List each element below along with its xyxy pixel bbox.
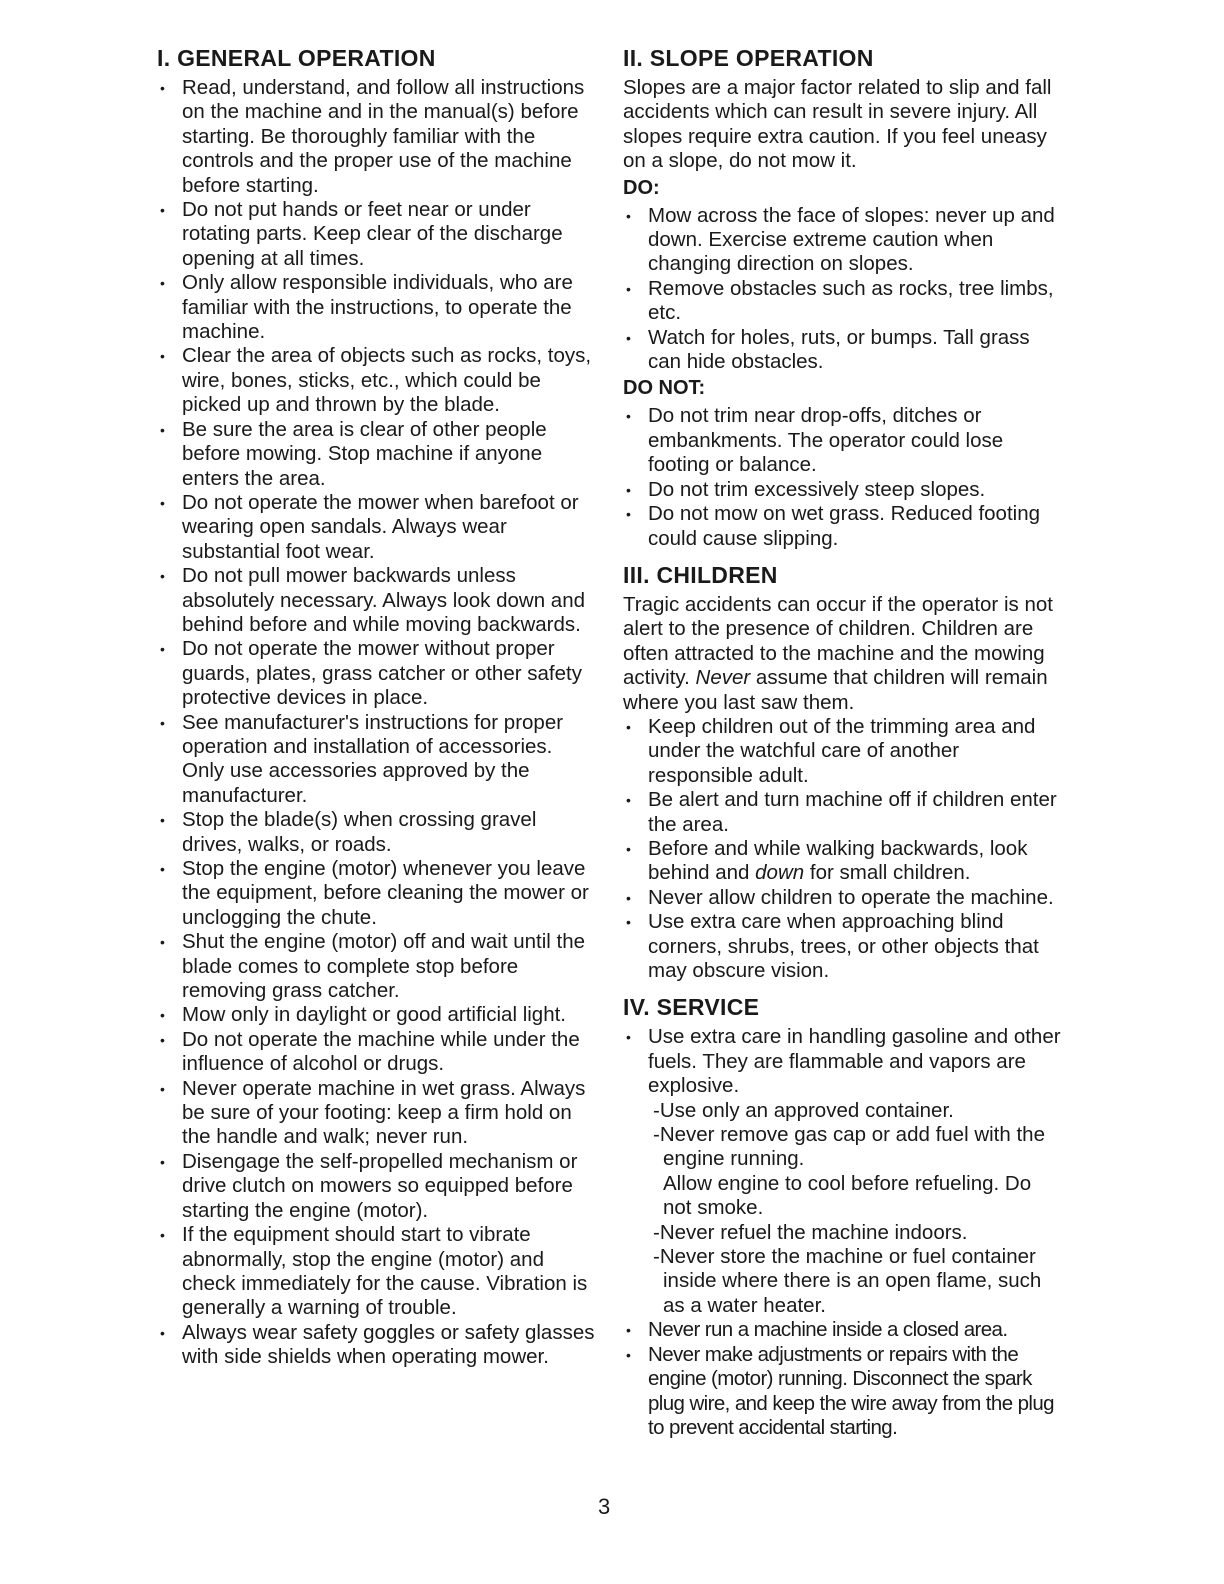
general-list bbox=[157, 76, 597, 1370]
list-item: • Never operate machine in wet grass. Always be sure of your footing: keep a firm hold on the handle and walk; never run. bbox=[157, 1077, 597, 1150]
list-item: • Clear the area of objects such as rocks, toys, wire, bones, sticks, etc., which could be picked up and thrown by the blade. bbox=[157, 344, 597, 417]
list-item: • Mow across the face of slopes: never up and down. Exercise extreme caution when changing direction on slopes. bbox=[623, 204, 1063, 277]
list-item: • Remove obstacles such as rocks, tree limbs, etc. bbox=[623, 277, 1063, 326]
list-item: • Do not put hands or feet near or under rotating parts. Keep clear of the discharge opening at all times. bbox=[157, 198, 597, 271]
list-item: • Disengage the self-propelled mechanism or drive clutch on mowers so equipped before starting the engine (motor). bbox=[157, 1150, 597, 1223]
list-item: • Never run a machine inside a closed area. bbox=[623, 1318, 1063, 1342]
section-title-general: I. GENERAL OPERATION bbox=[157, 45, 436, 71]
list-item: • Shut the engine (motor) off and wait until the blade comes to complete stop before removing grass catcher. bbox=[157, 930, 597, 1003]
list-item: • Be sure the area is clear of other people before mowing. Stop machine if anyone enters the area. bbox=[157, 418, 597, 491]
list-item: • Never make adjustments or repairs with the engine (motor) running. Disconnect the spark plug wire, and keep the wire away from the plug to prevent accidental starting. bbox=[623, 1343, 1063, 1441]
sub-item: -Never store the machine or fuel container inside where there is an open flame, such as a water heater. bbox=[653, 1245, 1042, 1317]
do-not-list bbox=[623, 404, 1063, 550]
list-item: • Stop the blade(s) when crossing gravel drives, walks, or roads. bbox=[157, 808, 597, 857]
list-item: • Do not mow on wet grass. Reduced footing could cause slipping. bbox=[623, 502, 1063, 551]
do-not-heading: DO NOT: bbox=[623, 377, 706, 400]
sub-item: -Never refuel the machine indoors. bbox=[653, 1220, 968, 1244]
list-item: • Before and while walking backwards, look behind and down for small children. bbox=[623, 837, 1063, 886]
left-column bbox=[157, 44, 597, 1370]
list-item: • Stop the engine (motor) whenever you leave the equipment, before cleaning the mower or unclogging the chute. bbox=[157, 857, 597, 930]
section-title-service: IV. SERVICE bbox=[623, 994, 760, 1021]
list-item: • Keep children out of the trimming area and under the watchful care of another responsible adult. bbox=[623, 715, 1063, 788]
list-item: • Watch for holes, ruts, or bumps. Tall grass can hide obstacles. bbox=[623, 326, 1063, 375]
list-item: • Do not trim excessively steep slopes. bbox=[623, 478, 1063, 502]
list-item: • Do not operate the machine while under the influence of alcohol or drugs. bbox=[157, 1028, 597, 1077]
list-item: • Do not operate the mower when barefoot or wearing open sandals. Always wear substantial foot wear. bbox=[157, 491, 597, 564]
list-item: • Mow only in daylight or good artificial light. bbox=[157, 1003, 597, 1027]
list-item: • Never allow children to operate the machine. bbox=[623, 886, 1063, 910]
list-item: • Do not pull mower backwards unless absolutely necessary. Always look down and behind before and while moving backwards. bbox=[157, 564, 597, 637]
sub-item: -Use only an approved container. bbox=[653, 1098, 954, 1122]
slope-intro: Slopes are a major factor related to slip and fall accidents which can result in severe injury. All slopes require extra caution. If you feel uneasy on a slope, do not mow it. bbox=[623, 76, 1052, 173]
list-item: • Be alert and turn machine off if children enter the area. bbox=[623, 788, 1063, 837]
section-title-children: III. CHILDREN bbox=[623, 561, 778, 588]
section-title-slope: II. SLOPE OPERATION bbox=[623, 45, 874, 71]
list-item: • Do not trim near drop-offs, ditches or embankments. The operator could lose footing or balance. bbox=[623, 404, 1063, 477]
list-item: • Always wear safety goggles or safety glasses with side shields when operating mower. bbox=[157, 1321, 597, 1370]
service-list bbox=[623, 1025, 1063, 1440]
list-item: • Use extra care in handling gasoline and other fuels. They are flammable and vapors are explosive. -Use only an approved container. -Never remove gas cap or add fuel with the engine running. Allow engine to cool before refueling. Do not smoke. -Never refuel the machine indoors. -Never store the machine or fuel container inside where there is an open flame, such as a water heater. bbox=[623, 1025, 1063, 1318]
page-number: 3 bbox=[598, 1494, 611, 1519]
list-item: • Read, understand, and follow all instructions on the machine and in the manual(s) before starting. Be thoroughly familiar with the controls and the proper use of the machine before starting. bbox=[157, 76, 597, 198]
children-list bbox=[623, 715, 1063, 983]
sub-item: -Never remove gas cap or add fuel with the engine running. bbox=[653, 1123, 1045, 1171]
list-item: • If the equipment should start to vibrate abnormally, stop the engine (motor) and check immediately for the cause. Vibration is generally a warning of trouble. bbox=[157, 1223, 597, 1321]
do-list bbox=[623, 204, 1063, 375]
list-item: • Do not operate the mower without proper guards, plates, grass catcher or other safety protective devices in place. bbox=[157, 637, 597, 710]
children-intro: Tragic accidents can occur if the operator is not alert to the presence of children. Children are often attracted to the machine and the mowing activity. Never assume that children will remain where you last saw them. bbox=[623, 592, 1053, 714]
list-item: • See manufacturer's instructions for proper operation and installation of accessories. Only use accessories approved by the manufacturer. bbox=[157, 711, 597, 809]
right-column bbox=[623, 44, 1063, 1440]
list-item: • Only allow responsible individuals, who are familiar with the instructions, to operate the machine. bbox=[157, 271, 597, 344]
sub-item-continued: Allow engine to cool before refueling. Do not smoke. bbox=[663, 1171, 1032, 1220]
do-heading: DO: bbox=[623, 176, 660, 199]
list-item: • Use extra care when approaching blind corners, shrubs, trees, or other objects that may obscure vision. bbox=[623, 910, 1063, 983]
